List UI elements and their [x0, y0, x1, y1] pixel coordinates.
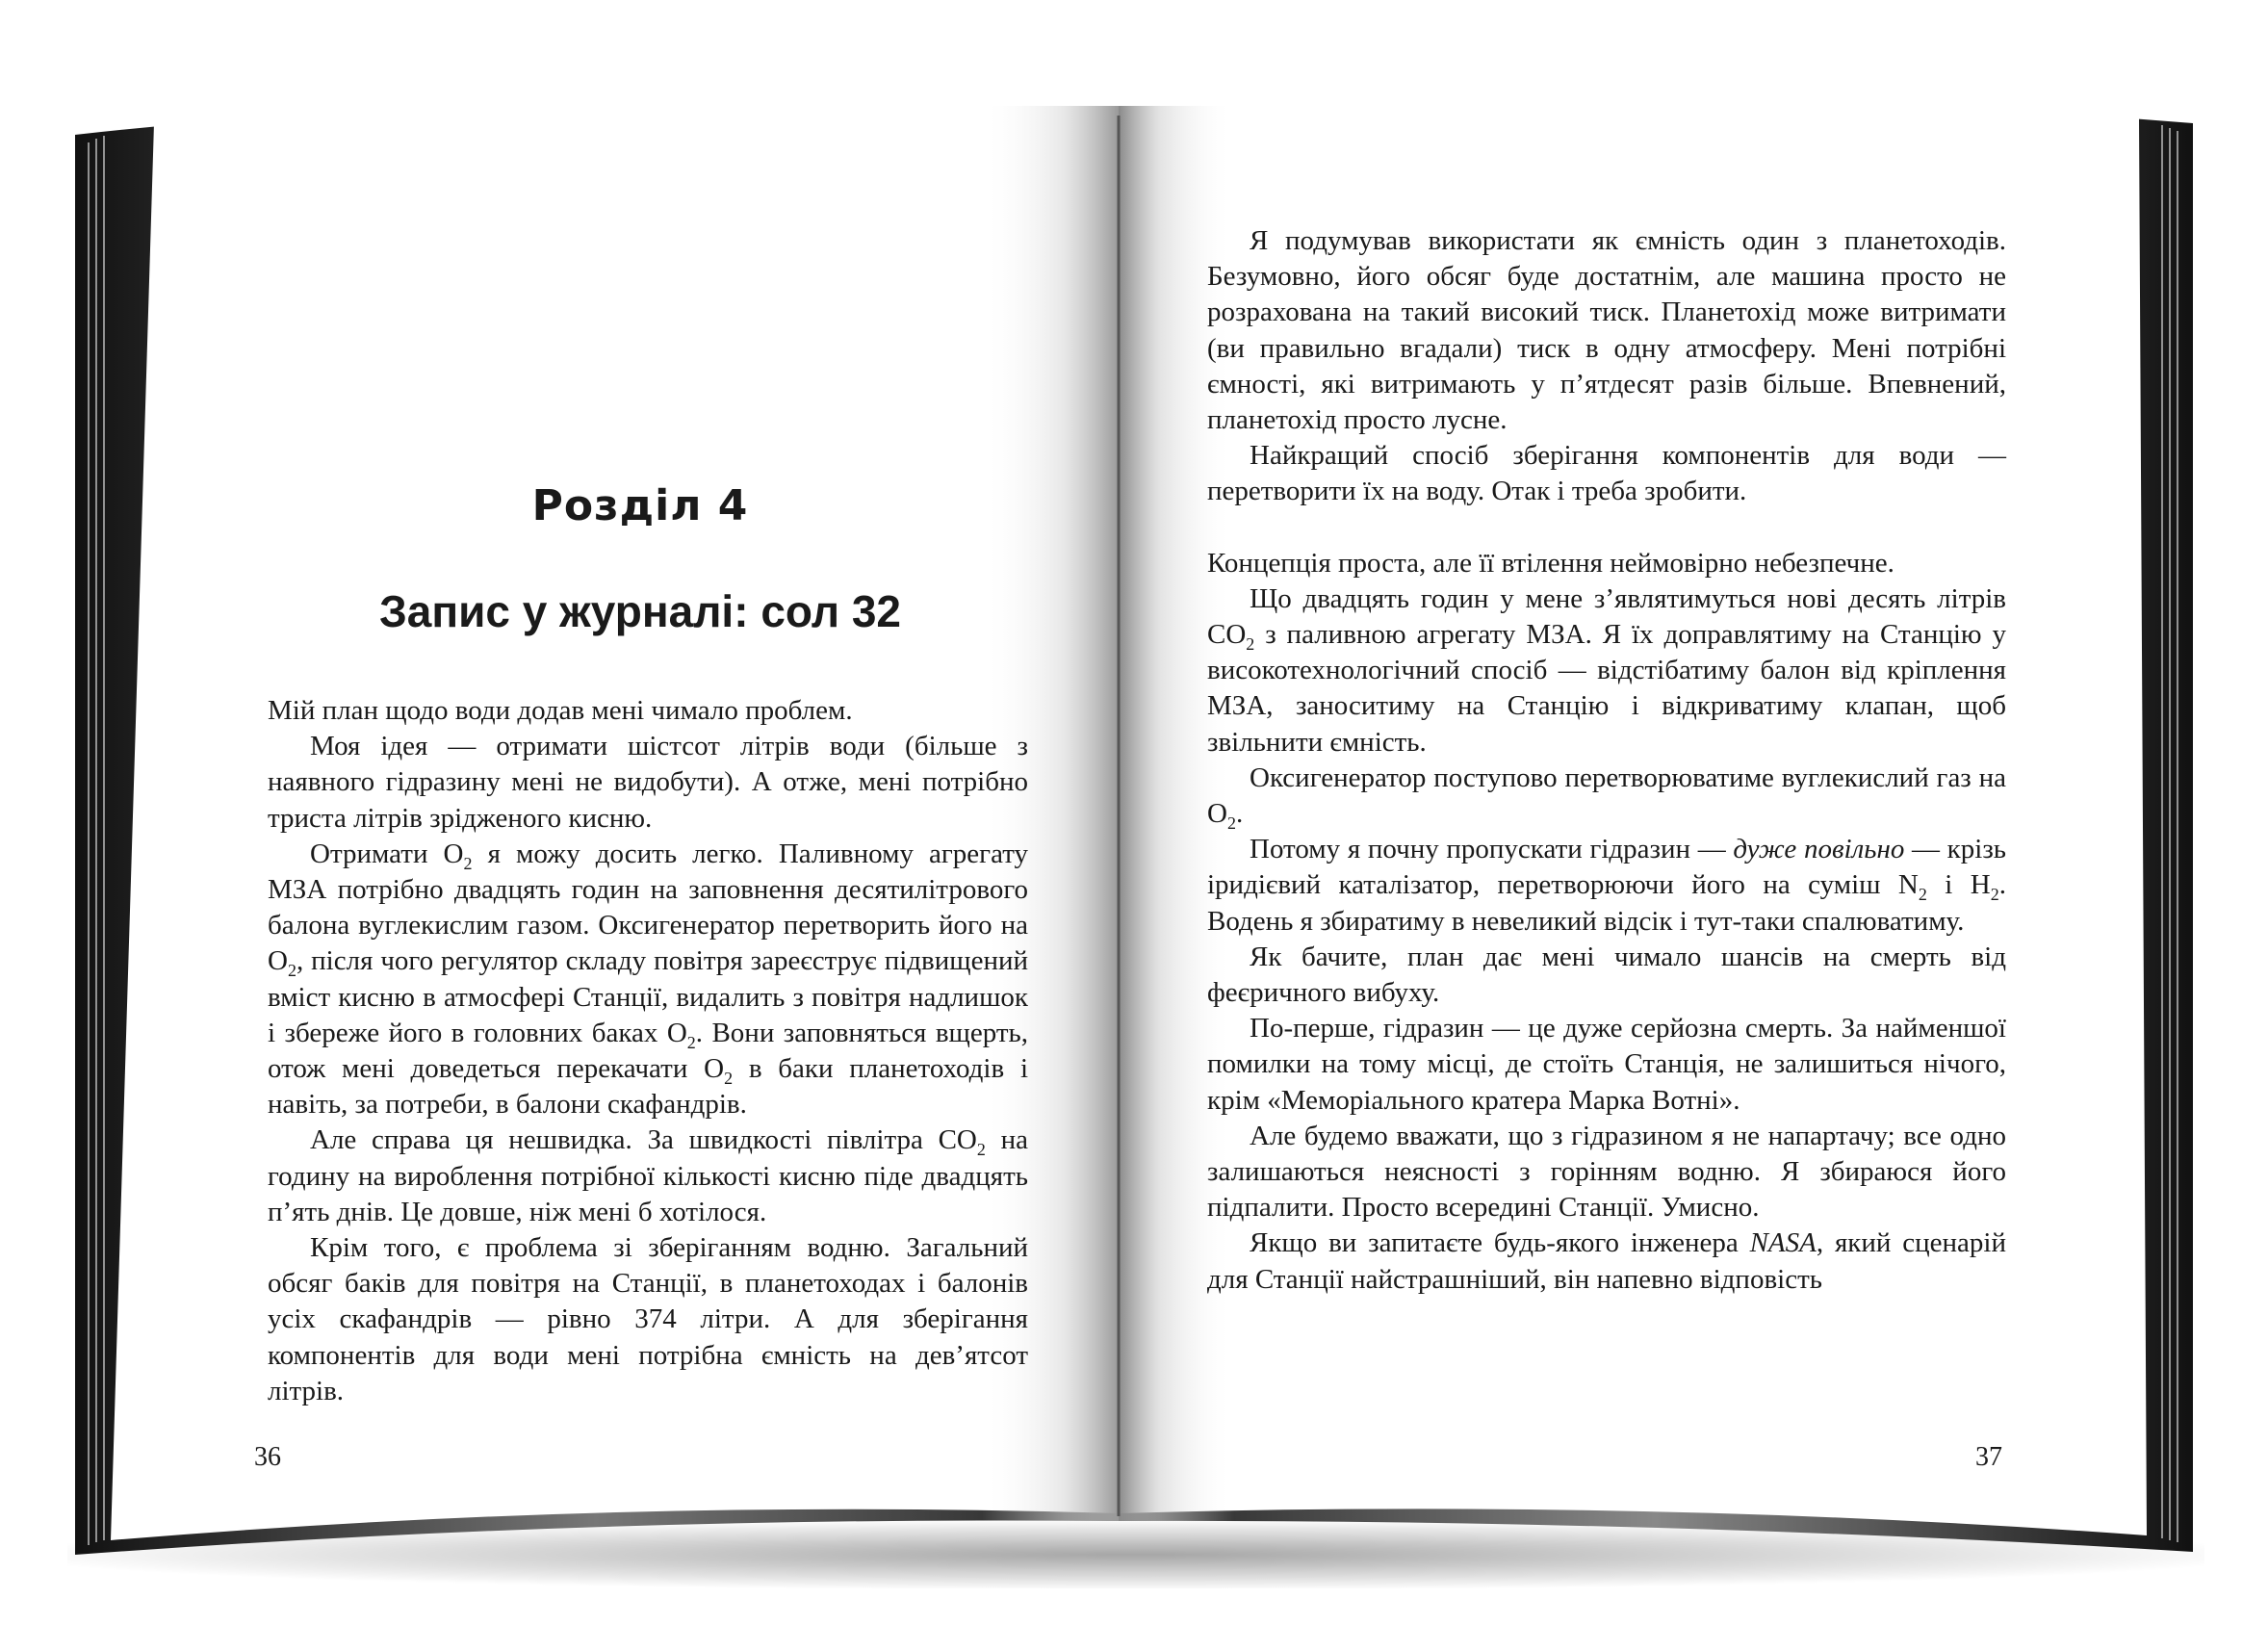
paragraph: Найкращий спосіб зберігання компонентів для води — перетворити їх на воду. Отак і треба зробити.: [1207, 440, 2006, 507]
right-page-text: [1207, 223, 2006, 1298]
paragraph: Мій план щодо води додав мені чимало проблем.: [268, 695, 853, 726]
page-number: 37: [1975, 1442, 2002, 1472]
paragraph: Що двадцять годин у мене з’являтимуться нові десять літрів $CO_2$ з паливною агрегату МЗА. Я їх доправлятиму на Станцію у високотехнологічний спосіб — відстібатиму балон від кріплення МЗА, заноситиму на Станцію і відкриватиму клапан, щоб звільнити ємність.: [1207, 582, 2006, 758]
chapter-title: Розділ 4: [531, 481, 749, 530]
page-number: 36: [254, 1442, 281, 1472]
paragraph: Отримати $O_2$ я можу досить легко. Паливному агрегату МЗА потрібно двадцять годин на заповнення десятилітрового балона вуглекислим газом. Оксигенератор перетворить його на $O_2$, після чого регулятор складу повітря зареєструє підвищений вміст кисню в атмосфері Станції, видалить з повітря надлишок і збереже його в головних баках $O_2$. Вони заповняться вщерть, отож мені доведеться перекачати $O_2$ в баки планетоходів і навіть, за потреби, в балони скафандрів.: [268, 838, 1029, 1121]
paragraph: Але справа ця нешвидка. За швидкості півлітра $CO_2$ на годину на вироблення потрібної кількості кисню піде двадцять п’ять днів. Це довше, ніж мені б хотілося.: [268, 1124, 1028, 1227]
right-page: [1194, 125, 2012, 1502]
paragraph: По-перше, гідразин — це дуже серйозна смерть. За найменшої помилки на тому місці, де стоїть Станція, не залишиться нічого, крім «Меморіального кратера Марка Вотні».: [1207, 1013, 2006, 1116]
paragraph: Моя ідея — отримати шістсот літрів води (більше з наявного гідразину мені не видобути). А отже, мені потрібно триста літрів зрідженого кисню.: [268, 731, 1028, 834]
left-page-text: [268, 693, 1028, 1409]
paragraph: Оксигенератор поступово перетворюватиме вуглекислий газ на $O_2$.: [1207, 761, 2006, 833]
paragraph: Концепція проста, але її втілення неймовірно небезпечне.: [1207, 547, 1894, 579]
paragraph: Якщо ви запитаєте будь-якого інженера NASA, який сценарій для Станції найстрашніший, він напевно відповість: [1207, 1227, 2006, 1295]
paragraph: Я подумував використати як ємність один з планетоходів. Безумовно, його обсяг буде достатнім, але машина просто не розрахована на такий високий тиск. Планетохід може витримати (ви правильно вгадали) тиск в одну атмосферу. Мені потрібні ємності, які витримають у п’ятдесят разів більше. Впевнений, планетохід просто лусне.: [1207, 225, 2006, 436]
paragraph: Потому я почну пропускати гідразин — дуже повільно — крізь іридієвий каталізатор, перетворюючи його на суміш $N_2$ і $H_2$. Водень я збиратиму в невеликий відсік і тут-таки спалюватиму.: [1207, 834, 2007, 937]
paragraph: Але будемо вважати, що з гідразином я не напартачу; все одно залишаються неясності з горінням водню. Я збираюся його підпалити. Просто всередині Станції. Умисно.: [1207, 1120, 2006, 1224]
left-page: [241, 125, 1040, 1502]
paragraph: Як бачите, план дає мені чимало шансів на смерть від феєричного вибуху.: [1207, 941, 2006, 1009]
chapter-subtitle: Запис у журналі: сол 32: [378, 586, 902, 636]
paragraph: Крім того, є проблема зі зберіганням водню. Загальний обсяг баків для повітря на Станції, в планетоходах і балонів усіх скафандрів — рівно 374 літри. А для зберігання компонентів для води мені потрібна ємність на дев’ятсот літрів.: [268, 1232, 1028, 1406]
